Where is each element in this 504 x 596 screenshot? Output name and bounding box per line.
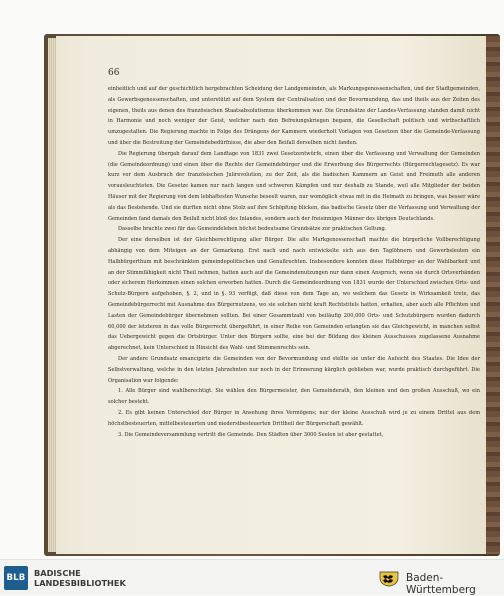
page-number: 66 — [108, 68, 120, 78]
library-name[interactable] — [34, 568, 126, 588]
book-edge-strip — [486, 36, 500, 554]
footer-bar — [0, 559, 504, 595]
paragraph: 3. Die Gemeindeversammlung vertritt die Gemeinde. Den Städten über 3000 Seelen ist aber gestattet, — [118, 431, 384, 438]
page-text — [108, 84, 480, 440]
paragraph: einheitlich und auf der geschichtlich hergebrachten Scheidung der Landgemeinden, als Markungsgenossenschaften, und der Stadtgemeinden, als Gewerbsgenossenschaften, und unterstützt auf dem System der Centralisation und der Bevormundung, das und theils aus der Zeiten des eigenen, theils aus denen des französischen Staatsabsolutismus überkommen war. Die Grundsätze der Landes-Verfassung standen damit nicht in Harmonie und noch weniger der Geist, welcher nach den Befreiungskriegen begann, die Gesellschaft politisch und wirthschaftlich umzugestalten. Die Regierung machte in Folge des Drängens der Kammern wiederholt Vorlagen von Gesetzen über die Gemeinde-Verfassung und über die Bestreitung der Gemeindebedürfnisse, die aber den Beifall derselben nicht fanden. — [108, 86, 480, 146]
blb-logo-icon[interactable]: BLB — [4, 566, 28, 590]
paragraph: Dasselbe brachte zwei für das Gemeindeleben höchst bedeutsame Grundsätze zur praktischen Geltung. — [118, 226, 387, 233]
paragraph: Der eine derselben ist der Gleichberechtigung aller Bürger. Die alte Markgenossenschaft machte die bürgerliche Vollberechtigung abhängig von dem Miteigen an der Gemarkung. Erst nach und nach entwickelte sich aus den Taglöhnern und Gewerbsleuten ein Halbbürgerthum mit beschränkten gemeindepolitischen und Genußrechten. Insbesondere konnten diese Halbbürger an der Wahlbarkeit und an der Stimmfähigkeit nicht Theil nehmen, hatten auch auf die Gemeindenutzungen nur dann einen Anspruch, wenn sie durch Ortsverbänden oder sicherem Herkommen einen solchen erworben hatten. Durch die Gemeindeordnung von 1831 wurde der Unterschied zwischen Orts- und Schutz-Bürgern aufgehoben, §. 2, und in §. 93 verfügt, daß diese von dem Tage an, wo welchem das Gesetz in Wirksamkeit trete, das Gemeindebürgerrecht mit Ausnahme des Bürgernutzens, wo sie solchen nicht kraft Rechtstitels hatten, erhalten, aber auch alle Pflichten und Lasten der Gemeindebürger übernehmen sollten. Bei einer Gesammtzahl von beiläufig 200,000 Orts- und Schutzbürgern wurden dadurch 60,000 der letzteren in das volle Bürgerrecht übergeführt, in einer Reihe von Gemeinden erlangten sie das Gleichgewicht, in manchen selbst das Uebergewicht gegen die Ortsbürger. Unter den Bürgern sollte, eine bei der Bildung des kleinen Ausschusses zugelassene Ausnahme abgerechnet, kein Unterschied in Hinsicht des Wahl- und Stimmenrechts sein. — [108, 237, 480, 352]
paragraph: Die Regierung übergab darauf dem Landtage von 1831 zwei Gesetzentwürfe, einen über die Verfassung und Verwaltung der Gemeinden (die Gemeindeordnung) und einen über die Rechte der Gemeindebürger und die Erwerbung des Bürgerrechts (Bürgerrechtsgesetz). Es war kurz vor dem Ausbruch der französischen Julirevolution, zu der Zeit, als die badischen Kammern an Geist und Freimuth alle anderen vorausleuchteten. Die Gesetze kamen nur nach langen und schweren Kämpfen und nur deshalb zu Stande, weil alle Mitglieder der beiden Häuser mit der Regierung von dem lebhaftesten Wunsche beseelt waren, nur womöglich etwas mit in die Heimath zu bringen, was besser wäre als das Bestehende. Und sie durften nicht ohne Stolz auf ihre Schöpfung blicken, das badische Gesetz über die Verfassung und Verwaltung der Gemeinden fand damals den Beifall nicht bloß des Inlandes, sondern auch der freisinnigen Männer des übrigen Deutschlands. — [108, 150, 480, 222]
library-name-line2: LANDESBIBLIOTHEK — [34, 578, 126, 588]
page-stack-edge — [48, 38, 56, 552]
baden-wuerttemberg-crest-icon — [378, 569, 400, 587]
paragraph: Der andere Grundsatz emancipirte die Gemeinden von der Bevormundung und stellte sie unter die Aufsicht des Staates. Die Idee der Selbstverwaltung, welche in den letzten Jahrzehnten nur noch in der Erinnerung kärglich geblieben war, wurde praktisch durchgeführt. Die Organisation war folgende: — [108, 355, 480, 384]
paragraph: 2. Es gibt keinen Unterschied der Bürger in Ansehung ihres Vermögens; nur der kleine Ausschuß wird je zu einem Drittel aus dem höchstbesteuerten, mittelbesteuerten und niederstbesteuerten Drittheil der Bürgerschaft gewählt. — [108, 409, 480, 427]
library-name-line1: BADISCHE — [34, 568, 81, 578]
paragraph: 1. Alle Bürger sind wahlberechtigt. Sie wählen den Bürgermeister, den Gemeinderath, den kleinen und den großen Ausschuß, wo ein solcher besteht. — [108, 388, 480, 406]
state-name[interactable]: Baden-Württemberg — [406, 572, 476, 596]
scanned-page — [56, 36, 486, 554]
